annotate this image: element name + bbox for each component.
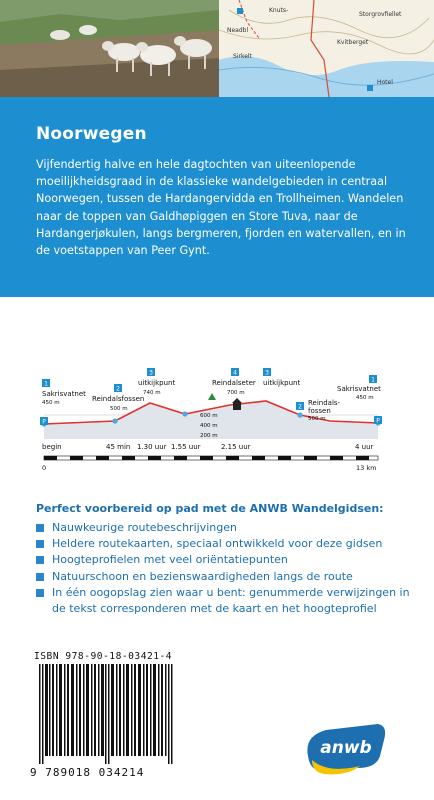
point-name: uitkijkpunt (138, 379, 176, 387)
svg-text:2: 2 (298, 403, 302, 411)
point-name: Reindalseter (212, 379, 256, 387)
map-label: Sirkelt (233, 53, 252, 60)
water-point (297, 412, 302, 417)
square-bullet-icon (36, 573, 44, 581)
altitude-label: 600 m (200, 413, 218, 419)
profile-point-2 (92, 384, 144, 412)
map-label: Neadbl (227, 27, 249, 34)
svg-text:1: 1 (44, 380, 48, 388)
profile-point-3 (138, 368, 175, 396)
elevation-profile (30, 363, 390, 478)
square-bullet-icon (36, 524, 44, 532)
book-title: Noorwegen (36, 124, 147, 144)
svg-text:3: 3 (265, 369, 269, 377)
square-bullet-icon (36, 589, 44, 597)
distance-start: 0 (42, 464, 47, 472)
feature-item: Natuurschoon en bezienswaardigheden langs de route (36, 569, 416, 585)
hut-icon (233, 403, 241, 410)
point-altitude: 500 m (308, 416, 326, 422)
point-altitude: 450 m (42, 400, 60, 406)
map-label: Knuts- (269, 7, 289, 14)
map-inset (219, 0, 434, 97)
isbn-text: ISBN 978-90-18-03421-4 (34, 651, 173, 662)
feature-item: Hoogteprofielen met veel oriëntatiepunten (36, 552, 416, 568)
features-heading: Perfect voorbereid op pad met de ANWB Wandelgidsen: (36, 502, 384, 515)
goats-photo (0, 0, 219, 97)
time-label: begin (42, 443, 62, 451)
book-description: Vijfendertig halve en hele dagtochten van uiteenlopende moeilijkheidsgraad in de klassieke wandelgebieden in centraal Noorwegen, tussen de Hardangervidda en Trollheimen. Wandelen naar de toppen van Galdhøpiggen en Store Tuva, naar de Hardangerjøkulen, langs bergmeren, fjorden en watervallen, en in de voetstappen van Peer Gynt. (36, 158, 406, 258)
distance-end: 13 km (356, 464, 377, 472)
anwb-logo (298, 716, 392, 776)
svg-text:4: 4 (233, 369, 237, 377)
point-name: Reindalsfossen (92, 395, 145, 403)
feature-item: Nauwkeurige routebeschrijvingen (36, 520, 416, 536)
svg-text:P: P (376, 417, 380, 425)
point-name: fossen (308, 407, 331, 415)
map-label: Hotel (377, 79, 393, 86)
svg-text:P: P (42, 418, 46, 426)
point-altitude: 450 m (356, 395, 374, 401)
time-label: 4 uur (355, 443, 374, 451)
altitude-label: 400 m (200, 423, 218, 429)
feature-item: In één oogopslag zien waar u bent: genummerde verwijzingen in de tekst corresponderen met de kaart en het hoogteprofiel (36, 585, 416, 617)
point-name: Reindals- (308, 399, 341, 407)
point-altitude: 740 m (143, 390, 161, 396)
square-bullet-icon (36, 556, 44, 564)
profile-point-1 (42, 379, 86, 406)
altitude-label: 200 m (200, 433, 218, 439)
svg-text:2: 2 (116, 385, 120, 393)
point-name: Sakrisvatnet (337, 385, 381, 393)
barcode-digits: 9 789018 034214 (30, 766, 145, 779)
feature-item: Heldere routekaarten, speciaal ontwikkeld voor deze gidsen (36, 536, 416, 552)
point-altitude: 500 m (110, 406, 128, 412)
distance-scale (44, 456, 378, 460)
map-label: Kvitberget (337, 39, 369, 46)
logo-text: anwb (320, 738, 372, 758)
point-altitude: 700 m (227, 390, 245, 396)
tree-icon (208, 393, 216, 400)
features-list (36, 520, 416, 617)
profile-point-7 (337, 375, 381, 401)
map-label: Storgrovfiellet (359, 11, 402, 18)
time-label: 1.55 uur (171, 443, 201, 451)
svg-text:1: 1 (371, 376, 375, 384)
time-label: 1.30 uur (137, 443, 167, 451)
time-label: 45 min (106, 443, 131, 451)
profile-point-4 (212, 368, 256, 396)
cover-photos (0, 0, 434, 97)
square-bullet-icon (36, 540, 44, 548)
time-label: 2.15 uur (221, 443, 251, 451)
water-point (112, 418, 117, 423)
barcode (37, 664, 178, 764)
water-point (182, 411, 187, 416)
svg-text:3: 3 (149, 369, 153, 377)
point-name: Sakrisvatnet (42, 390, 86, 398)
point-name: uitkijkpunt (263, 379, 301, 387)
profile-point-5 (263, 368, 300, 387)
